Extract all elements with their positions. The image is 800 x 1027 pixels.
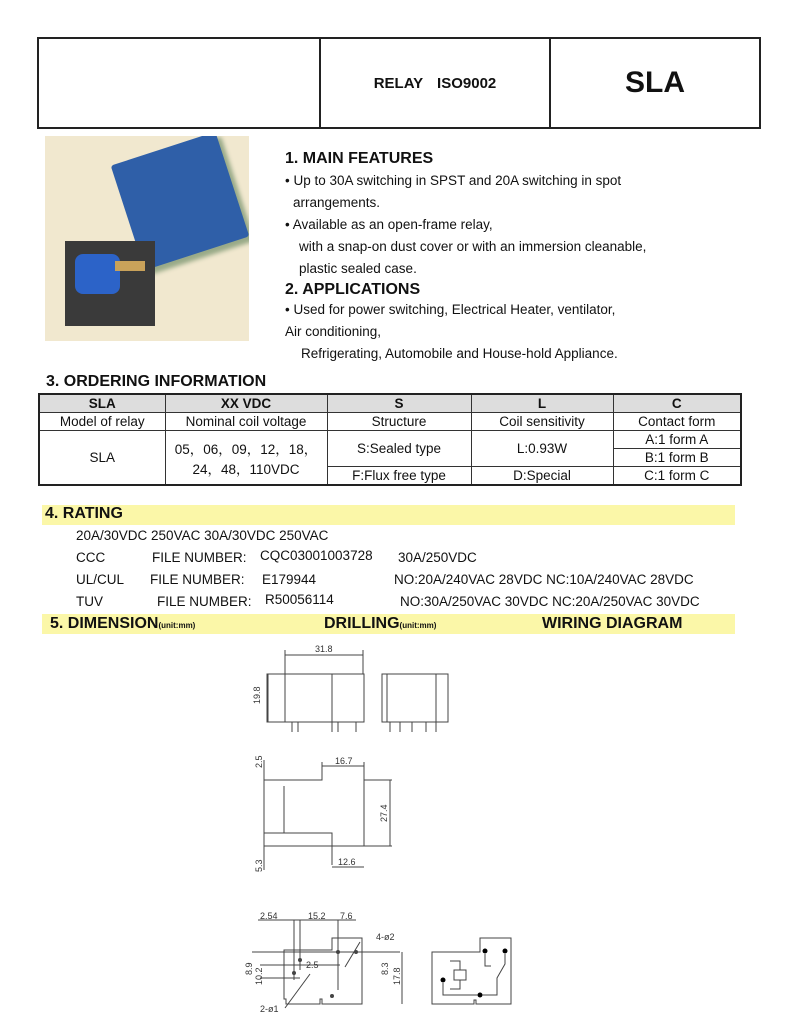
- dim-label: 2.54: [260, 911, 278, 921]
- dim-label: 10.2: [254, 967, 264, 985]
- agency: CCC: [76, 550, 106, 565]
- unit-label: (unit:mm): [399, 621, 437, 630]
- dimension-title: 5. DIMENSION: [50, 615, 159, 632]
- header-logo-cell: [39, 39, 319, 127]
- applications-title: 2. APPLICATIONS: [285, 281, 421, 298]
- file-number: R50056114: [265, 592, 334, 607]
- rating-line: 20A/30VDC 250VAC 30A/30VDC 250VAC: [76, 528, 329, 543]
- rating-bar: [42, 505, 735, 525]
- rating-spec: NO:30A/250VAC 30VDC NC:20A/250VAC 30VDC: [400, 594, 700, 609]
- ordering-title: 3. ORDERING INFORMATION: [46, 373, 267, 390]
- feature-line: with a snap-on dust cover or with an immersion cleanable,: [299, 239, 647, 254]
- file-label: FILE NUMBER:: [150, 572, 245, 587]
- rating-spec: 30A/250VDC: [398, 550, 477, 565]
- header-cell: Coil sensitivity: [471, 413, 613, 431]
- code-cell: SLA: [39, 394, 165, 413]
- structure-cell: S:Sealed type: [327, 431, 471, 467]
- sensitivity-cell: L:0.93W: [471, 431, 613, 467]
- application-line: Air conditioning,: [285, 324, 382, 339]
- dimension-drawings: [240, 640, 540, 1020]
- code-cell: XX VDC: [165, 394, 327, 413]
- dim-label: 15.2: [308, 911, 326, 921]
- dim-label: 2.5: [254, 755, 264, 768]
- contact-cell: B:1 form B: [613, 449, 741, 467]
- header-cell: Structure: [327, 413, 471, 431]
- dim-label: 27.4: [379, 804, 389, 822]
- rating-title: 4. RATING: [45, 505, 123, 522]
- code-cell: C: [613, 394, 741, 413]
- header-cell: Contact form: [613, 413, 741, 431]
- features-section: [285, 150, 646, 365]
- header-model: SLA: [549, 39, 759, 127]
- dim-label: 2-ø1: [260, 1004, 279, 1014]
- dim-label: 19.8: [252, 686, 262, 704]
- application-line: • Used for power switching, Electrical Heater, ventilator,: [285, 302, 616, 317]
- front-view: [267, 650, 364, 732]
- feature-line: arrangements.: [293, 195, 381, 210]
- header-cell: Model of relay: [39, 413, 165, 431]
- feature-line: • Available as an open-frame relay,: [285, 217, 493, 232]
- structure-cell: F:Flux free type: [327, 467, 471, 486]
- file-number: E179944: [262, 572, 317, 587]
- dim-label: 31.8: [315, 644, 333, 654]
- voltage-line: 05，06，09，12，18，: [174, 441, 318, 457]
- side-view: [382, 674, 448, 732]
- dim-label: 12.6: [338, 857, 356, 867]
- agency: UL/CUL: [76, 572, 125, 587]
- dim-label: 8.9: [244, 962, 254, 975]
- top-view: [264, 760, 392, 870]
- dim-label: 5.3: [254, 859, 264, 872]
- file-number: CQC03001003728: [260, 548, 373, 563]
- unit-label: (unit:mm): [158, 621, 196, 630]
- dimension-bar: [42, 614, 735, 634]
- application-line: Refrigerating, Automobile and House-hold Appliance.: [301, 346, 618, 361]
- code-cell: S: [327, 394, 471, 413]
- dim-label: 17.8: [392, 967, 402, 985]
- feature-line: • Up to 30A switching in SPST and 20A switching in spot: [285, 173, 622, 188]
- code-cell: L: [471, 394, 613, 413]
- dim-label: 2.5: [306, 960, 319, 970]
- dim-label: 16.7: [335, 756, 353, 766]
- drilling-title: DRILLING: [324, 615, 400, 632]
- voltage-cell: [165, 431, 327, 486]
- contact-cell: C:1 form C: [613, 467, 741, 486]
- header-cell: Nominal coil voltage: [165, 413, 327, 431]
- contact-cell: A:1 form A: [613, 431, 741, 449]
- features-title: 1. MAIN FEATURES: [285, 150, 434, 167]
- relay-photo: [45, 136, 249, 341]
- dim-label: 8.3: [380, 962, 390, 975]
- file-label: FILE NUMBER:: [152, 550, 247, 565]
- model-cell: SLA: [39, 431, 165, 486]
- rating-spec: NO:20A/240VAC 28VDC NC:10A/240VAC 28VDC: [394, 572, 694, 587]
- feature-line: plastic sealed case.: [299, 261, 417, 276]
- header-box: [37, 37, 761, 129]
- wiring-title: WIRING DIAGRAM: [542, 615, 683, 632]
- dim-label: 4-ø2: [376, 932, 395, 942]
- voltage-line: 24，48，110VDC: [192, 461, 300, 477]
- agency: TUV: [76, 594, 103, 609]
- dim-label: 7.6: [340, 911, 353, 921]
- header-title: RELAY ISO9002: [319, 39, 549, 127]
- wiring-diagram: [432, 938, 511, 1004]
- file-label: FILE NUMBER:: [157, 594, 252, 609]
- sensitivity-cell: D:Special: [471, 467, 613, 486]
- ordering-table: [38, 393, 742, 486]
